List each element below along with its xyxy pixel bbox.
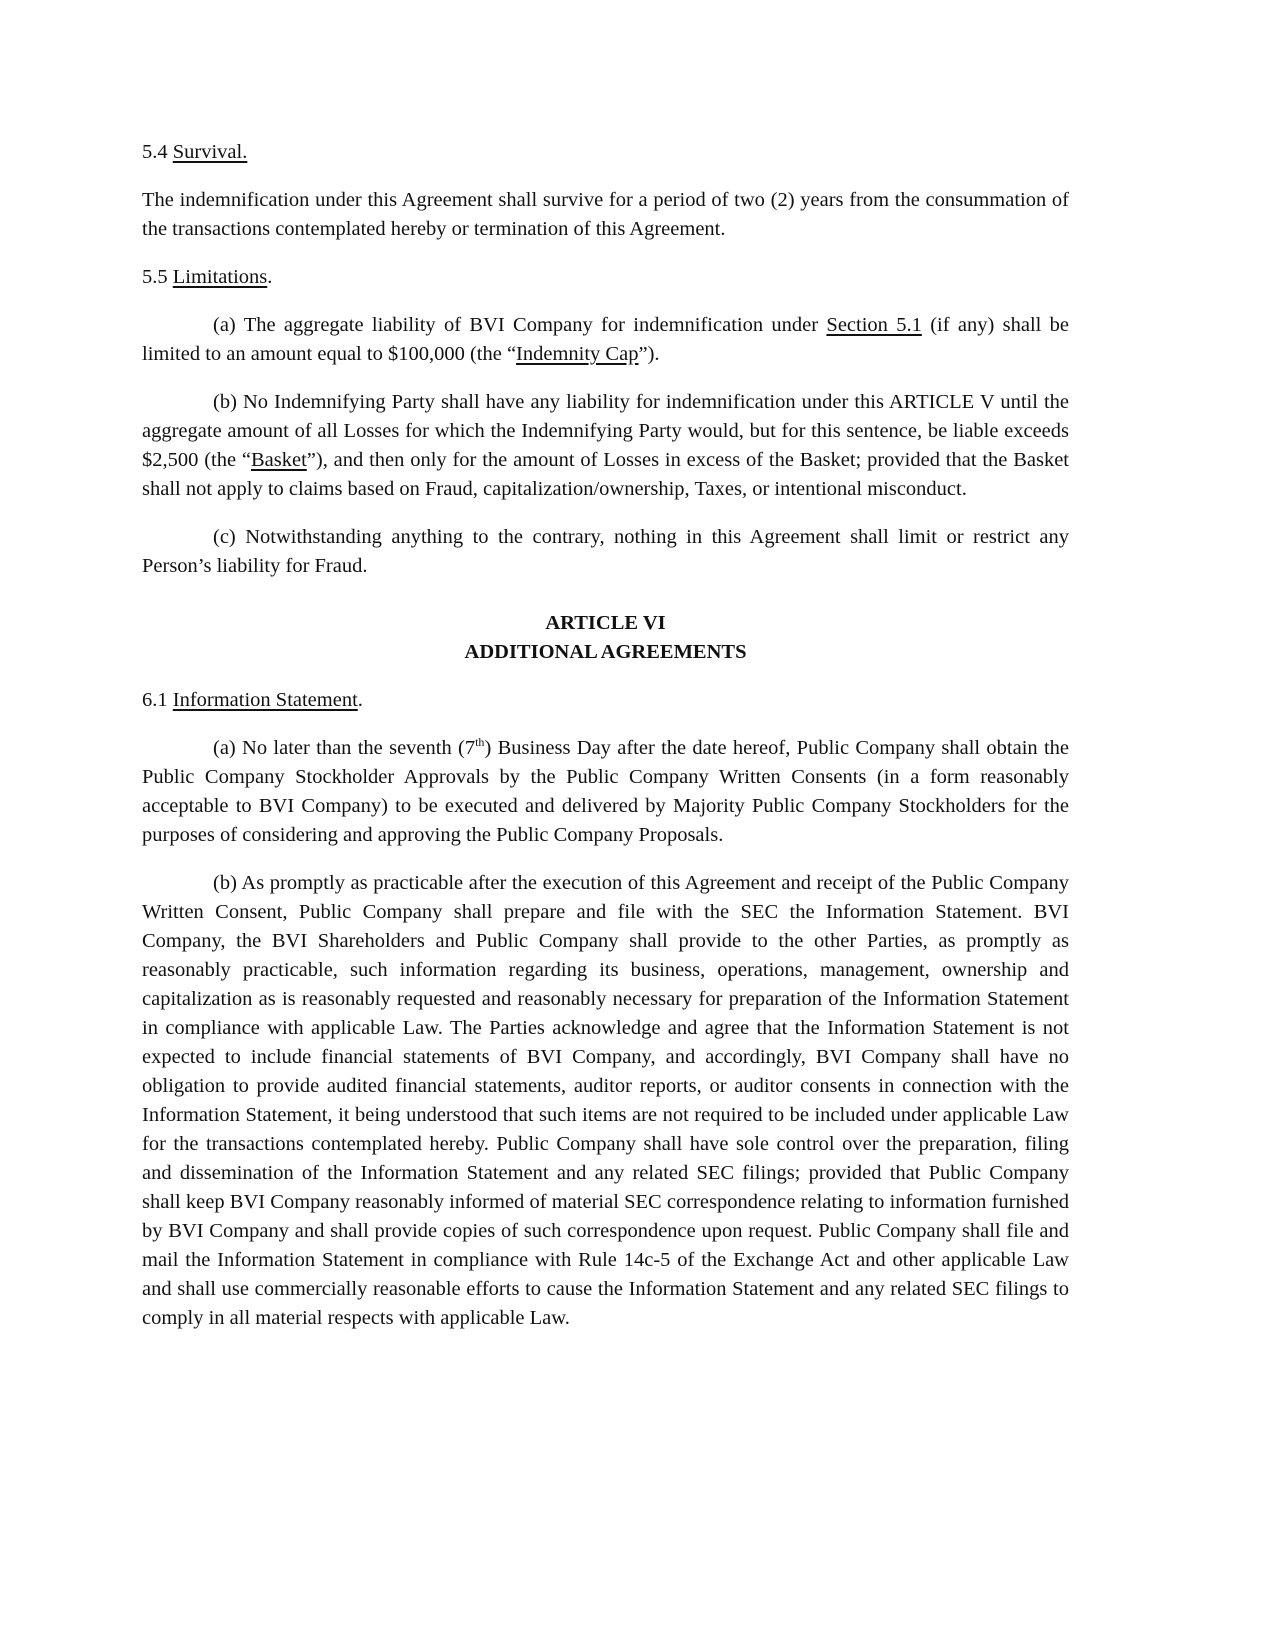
paragraph-text: (a) No later than the seventh (7 [213, 737, 476, 759]
paragraph-text: (if any) shall be limited to an amount equal to $100,000 (the “ [142, 314, 1070, 365]
section-5-5-b [142, 388, 1069, 504]
section-number: 5.4 [142, 141, 173, 163]
section-title-suffix: . [267, 266, 273, 288]
paragraph-text: ”), and then only for the amount of Losses in excess of the Basket; provided that the Basket shall not apply to claims based on Fraud, capitalization/ownership, Taxes, or intentional misconduct. [142, 449, 1069, 500]
section-5-4-heading [142, 138, 1069, 167]
article-heading [142, 609, 1069, 667]
paragraph-text: (b) No Indemnifying Party shall have any liability for indemnification under this ARTICLE V until the aggregate amount of all Losses for which the Indemnifying Party would, but for this sentence, be liable exceeds $2,500 (the “ [142, 391, 1069, 471]
defined-term: Indemnity Cap [516, 343, 639, 365]
section-title: Survival. [172, 141, 248, 163]
section-number: 6.1 [142, 689, 173, 711]
section-number: 5.5 [142, 266, 173, 288]
section-reference: Section 5.1 [826, 314, 922, 336]
section-6-1-a [142, 734, 1069, 850]
paragraph-text: ) Business Day after the date hereof, Public Company shall obtain the Public Company Stockholder Approvals by the Public Company Written Consents (in a form reasonably acceptable to BVI Company) to be executed and delivered by Majority Public Company Stockholders for the purposes of considering and approving the Public Company Proposals. [142, 737, 1069, 846]
section-title: Information Statement [172, 689, 358, 711]
article-number: ARTICLE VI [545, 612, 666, 634]
document-page [142, 138, 1069, 1352]
section-title: Limitations [172, 266, 268, 288]
section-title-suffix: . [357, 689, 363, 711]
section-6-1-heading [142, 686, 1069, 715]
article-title: ADDITIONAL AGREEMENTS [464, 641, 747, 663]
section-5-5-a [142, 311, 1069, 369]
section-5-4-body: The indemnification under this Agreement shall survive for a period of two (2) years from the consummation of the transactions contemplated hereby or termination of this Agreement. [142, 189, 1069, 240]
ordinal-suffix: th [475, 735, 485, 750]
paragraph-text: ”). [638, 343, 660, 365]
paragraph-text: (a) The aggregate liability of BVI Company for indemnification under [213, 314, 827, 336]
section-5-5-heading [142, 263, 1069, 292]
section-6-1-b: (b) As promptly as practicable after the execution of this Agreement and receipt of the Public Company Written Consent, Public Company shall prepare and file with the SEC the Information Statement. BVI Company, the BVI Shareholders and Public Company shall provide to the other Parties, as promptly as reasonably practicable, such information regarding its business, operations, management, ownership and capitalization as is reasonably requested and reasonably necessary for preparation of the Information Statement in compliance with applicable Law. The Parties acknowledge and agree that the Information Statement is not expected to include financial statements of BVI Company, and accordingly, BVI Company shall have no obligation to provide audited financial statements, auditor reports, or auditor consents in connection with the Information Statement, it being understood that such items are not required to be included under applicable Law for the transactions contemplated hereby. Public Company shall have sole control over the preparation, filing and dissemination of the Information Statement and any related SEC filings; provided that Public Company shall keep BVI Company reasonably informed of material SEC correspondence relating to information furnished by BVI Company and shall provide copies of such correspondence upon request. Public Company shall file and mail the Information Statement in compliance with Rule 14c-5 of the Exchange Act and other applicable Law and shall use commercially reasonable efforts to cause the Information Statement and any related SEC filings to comply in all material respects with applicable Law. [142, 872, 1069, 1329]
section-5-5-c: (c) Notwithstanding anything to the contrary, nothing in this Agreement shall limit or restrict any Person’s liability for Fraud. [142, 526, 1069, 577]
defined-term: Basket [251, 449, 307, 471]
